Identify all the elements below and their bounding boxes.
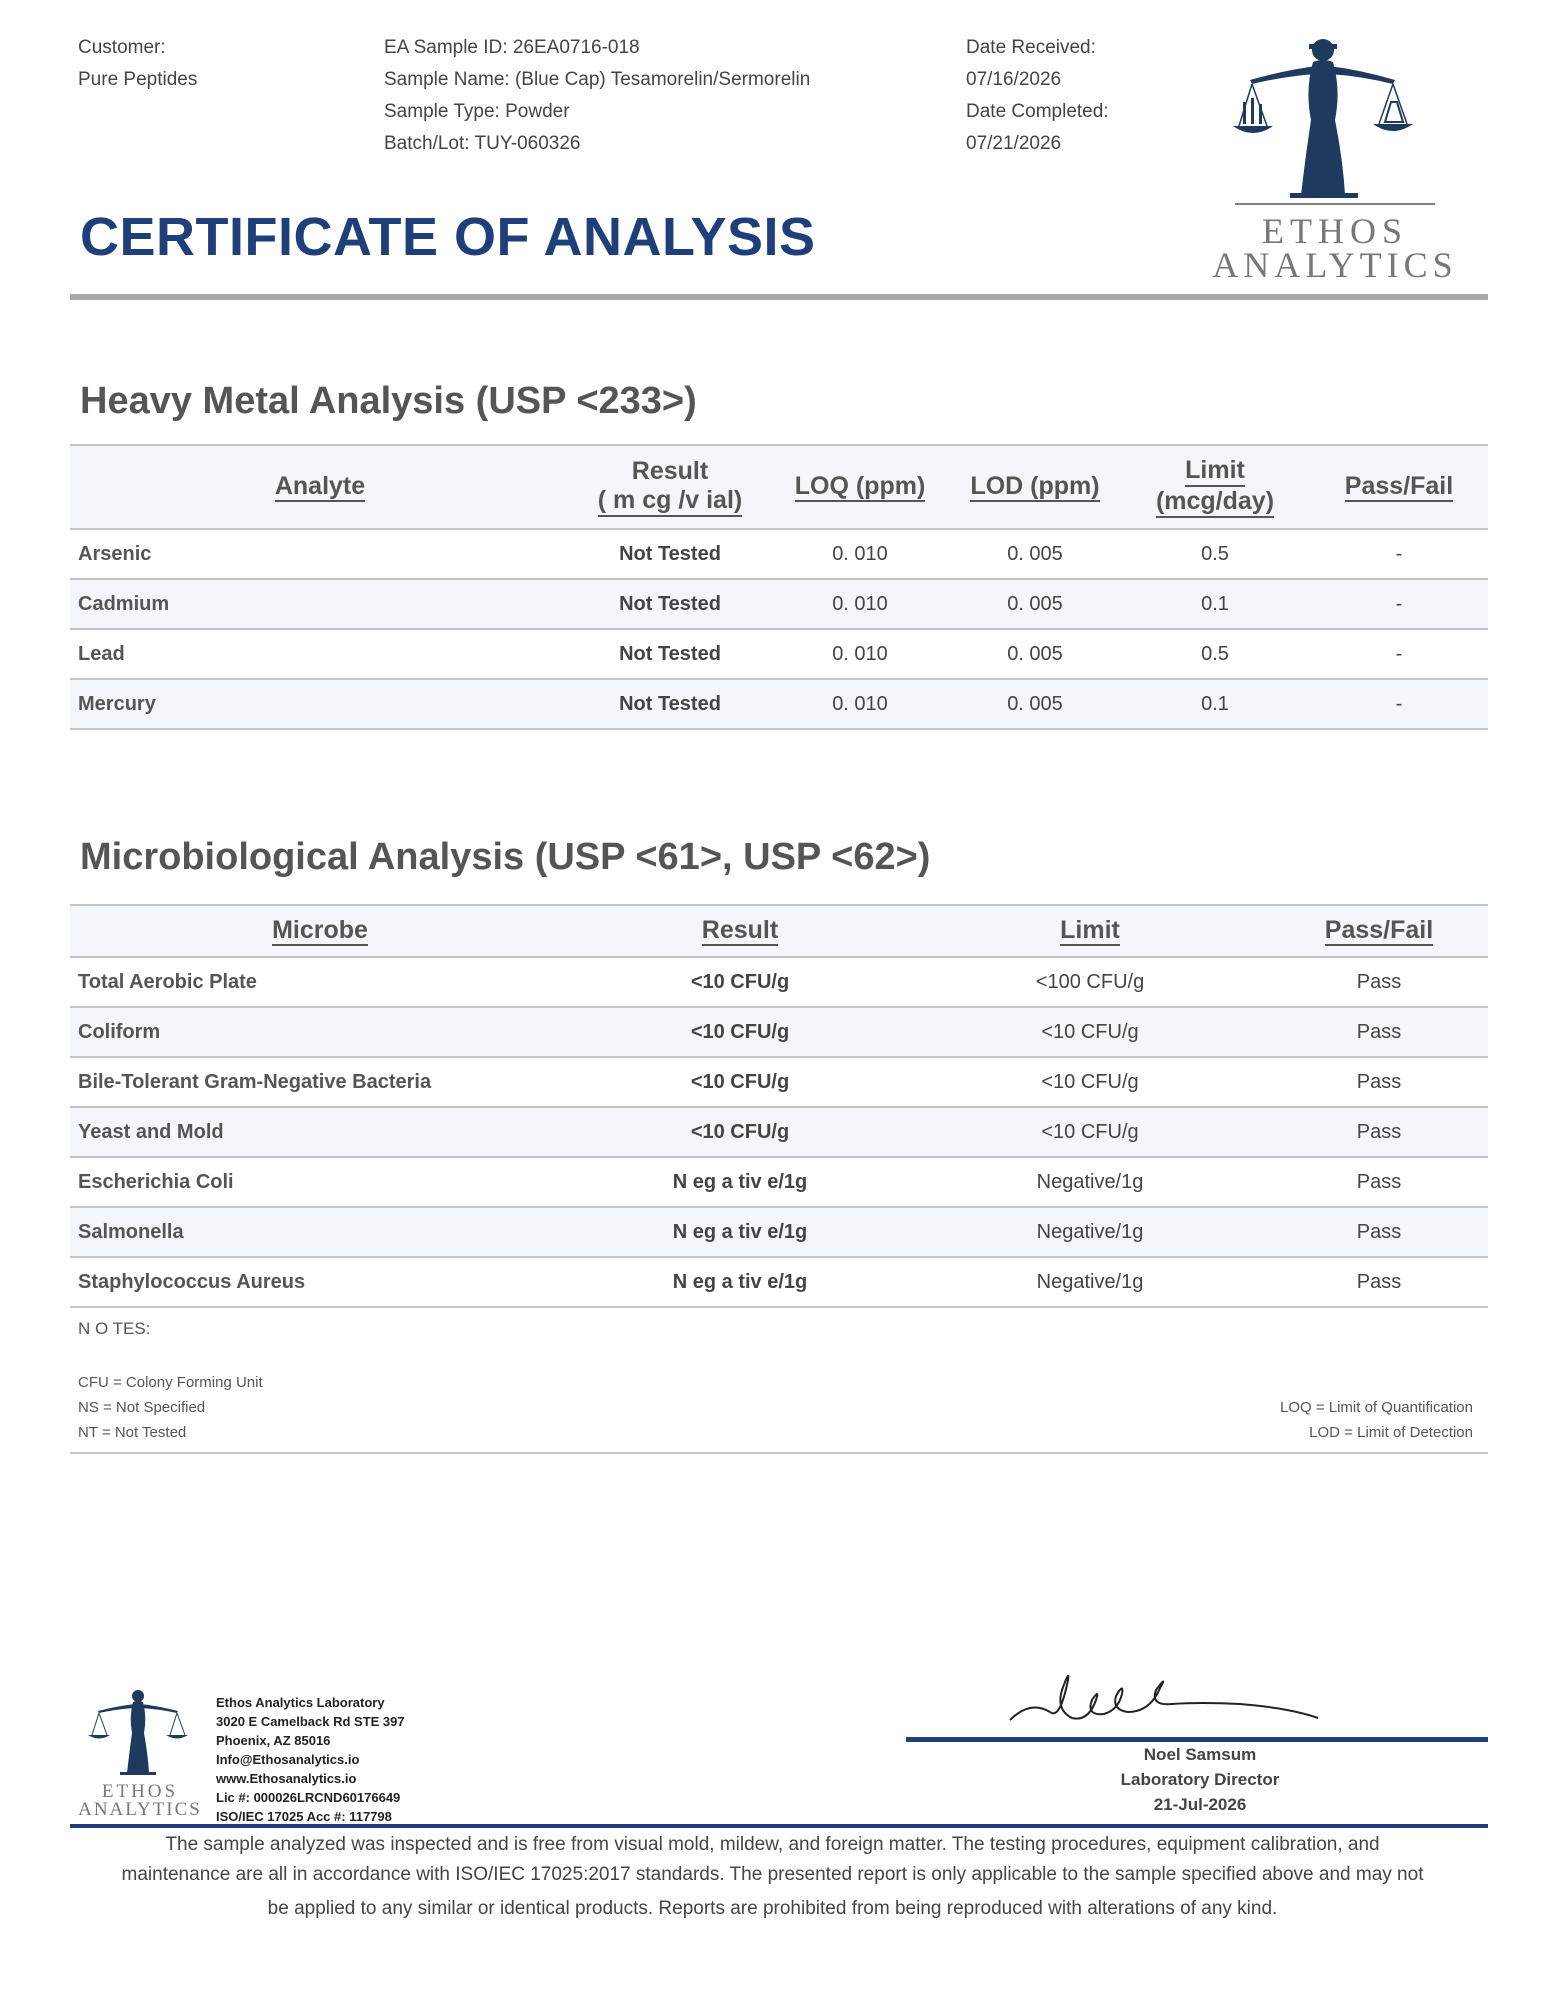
table-row — [70, 1207, 1488, 1257]
result-value: <10 CFU/g — [570, 1057, 910, 1107]
pass-fail-value: Pass — [1270, 1207, 1488, 1257]
date-completed: 07/21/2026 — [966, 133, 1062, 154]
date-received-label: Date Received: — [966, 37, 1096, 58]
lab-info — [216, 1693, 405, 1826]
result-value: Not Tested — [570, 629, 770, 679]
lab-license: Lic #: 000026LRCND60176649 — [216, 1790, 401, 1805]
lod-value: 0. 005 — [950, 629, 1120, 679]
pass-fail-value: Pass — [1270, 1107, 1488, 1157]
pass-fail-value: - — [1310, 629, 1488, 679]
notes-right — [1280, 1395, 1473, 1445]
notes-divider — [70, 1452, 1488, 1454]
table-row — [70, 1057, 1488, 1107]
customer-label: Customer: — [78, 37, 166, 58]
date-completed-label: Date Completed: — [966, 101, 1109, 122]
analyte-name: Cadmium — [70, 579, 570, 629]
table-row — [70, 579, 1488, 629]
heavy-metal-table — [70, 444, 1488, 730]
analyte-name: Lead — [70, 629, 570, 679]
loq-value: 0. 010 — [770, 679, 950, 729]
footer-line-3: be applied to any similar or identical products. Reports are prohibited from being reproduced with alterations of any kind. — [267, 1898, 1278, 1919]
col-loq: LOQ (ppm) — [770, 445, 950, 529]
limit-value: <10 CFU/g — [910, 1057, 1270, 1107]
limit-value: Negative/1g — [910, 1207, 1270, 1257]
microbiology-title: Microbiological Analysis (USP <61>, USP <62>) — [80, 836, 931, 878]
col-result: Result ( m cg /v ial) — [570, 445, 770, 529]
signatory-name: Noel Samsum — [1143, 1745, 1257, 1764]
pass-fail-value: Pass — [1270, 1157, 1488, 1207]
ethos-logo — [1195, 30, 1475, 285]
sample-info-block — [384, 32, 810, 160]
limit-value: 0.1 — [1120, 679, 1310, 729]
microbiology-table — [70, 904, 1488, 1308]
table-row — [70, 1107, 1488, 1157]
result-value: Not Tested — [570, 679, 770, 729]
lod-value: 0. 005 — [950, 579, 1120, 629]
microbe-name: Total Aerobic Plate — [70, 957, 570, 1007]
footer-line-2: maintenance are all in accordance with ISO/IEC 17025:2017 standards. The presented report is only applicable to the sample specified above and may not — [121, 1864, 1424, 1885]
col-limit: Limit (mcg/day) — [1120, 445, 1310, 529]
limit-value: <10 CFU/g — [910, 1007, 1270, 1057]
sample-id: EA Sample ID: 26EA0716-018 — [384, 37, 640, 58]
col-lod: LOD (ppm) — [950, 445, 1120, 529]
result-value: N eg a tiv e/1g — [570, 1157, 910, 1207]
limit-value: Negative/1g — [910, 1157, 1270, 1207]
result-value: Not Tested — [570, 579, 770, 629]
lab-iso: ISO/IEC 17025 Acc #: 117798 — [216, 1809, 392, 1824]
logo-text-ethos: ETHOS — [1262, 211, 1408, 251]
limit-value: Negative/1g — [910, 1257, 1270, 1307]
col-result: Result — [570, 905, 910, 957]
result-value: <10 CFU/g — [570, 1007, 910, 1057]
note-cfu: CFU = Colony Forming Unit — [78, 1374, 263, 1391]
analyte-name: Arsenic — [70, 529, 570, 579]
logo-text-analytics: ANALYTICS — [1212, 245, 1458, 285]
pass-fail-value: - — [1310, 679, 1488, 729]
table-row — [70, 679, 1488, 729]
footer-disclaimer — [40, 1830, 1505, 1924]
result-value: Not Tested — [570, 529, 770, 579]
col-analyte: Analyte — [70, 445, 570, 529]
sample-type: Sample Type: Powder — [384, 101, 570, 122]
table-row — [70, 1257, 1488, 1307]
batch-lot: Batch/Lot: TUY-060326 — [384, 133, 581, 154]
director-signature — [1000, 1660, 1330, 1740]
result-value: <10 CFU/g — [570, 1107, 910, 1157]
footer-divider — [70, 1824, 1488, 1828]
lab-address-2: Phoenix, AZ 85016 — [216, 1733, 331, 1748]
pass-fail-value: - — [1310, 529, 1488, 579]
result-value: N eg a tiv e/1g — [570, 1207, 910, 1257]
col-microbe: Microbe — [70, 905, 570, 957]
col-limit: Limit — [910, 905, 1270, 957]
notes-label: N O TES: — [78, 1319, 151, 1338]
lod-value: 0. 005 — [950, 529, 1120, 579]
col-pass-fail: Pass/Fail — [1270, 905, 1488, 957]
footer-line-1: The sample analyzed was inspected and is free from visual mold, mildew, and foreign matter. The testing procedures, equipment calibration, and — [165, 1834, 1380, 1855]
notes-left — [78, 1370, 263, 1445]
loq-value: 0. 010 — [770, 629, 950, 679]
table-row — [70, 529, 1488, 579]
col-pass-fail: Pass/Fail — [1310, 445, 1488, 529]
scales-of-justice-icon — [1195, 30, 1475, 210]
note-loq: LOQ = Limit of Quantification — [1279, 1399, 1473, 1416]
limit-value: 0.1 — [1120, 579, 1310, 629]
signatory-title: Laboratory Director — [1120, 1770, 1280, 1789]
table-row — [70, 1007, 1488, 1057]
note-nt: NT = Not Tested — [78, 1424, 187, 1441]
lab-website: www.Ethosanalytics.io — [216, 1771, 357, 1786]
loq-value: 0. 010 — [770, 579, 950, 629]
lab-email: Info@Ethosanalytics.io — [216, 1752, 360, 1767]
microbe-name: Coliform — [70, 1007, 570, 1057]
microbe-name: Staphylococcus Aureus — [70, 1257, 570, 1307]
scales-of-justice-icon — [70, 1685, 210, 1780]
date-received: 07/16/2026 — [966, 69, 1062, 90]
page-title: CERTIFICATE OF ANALYSIS — [80, 207, 816, 267]
note-lod: LOD = Limit of Detection — [1309, 1424, 1473, 1441]
pass-fail-value: Pass — [1270, 1007, 1488, 1057]
result-value: <10 CFU/g — [570, 957, 910, 1007]
pass-fail-value: Pass — [1270, 1057, 1488, 1107]
limit-value: 0.5 — [1120, 529, 1310, 579]
result-value: N eg a tiv e/1g — [570, 1257, 910, 1307]
footer-logo-analytics: ANALYTICS — [78, 1799, 202, 1820]
limit-value: <10 CFU/g — [910, 1107, 1270, 1157]
lab-address-1: 3020 E Camelback Rd STE 397 — [216, 1714, 405, 1729]
microbe-name: Bile-Tolerant Gram-Negative Bacteria — [70, 1057, 570, 1107]
pass-fail-value: Pass — [1270, 1257, 1488, 1307]
limit-value: <100 CFU/g — [910, 957, 1270, 1007]
table-row — [70, 957, 1488, 1007]
lod-value: 0. 005 — [950, 679, 1120, 729]
microbe-name: Salmonella — [70, 1207, 570, 1257]
sample-name: Sample Name: (Blue Cap) Tesamorelin/Sermorelin — [384, 69, 811, 90]
customer-block — [78, 32, 197, 96]
footer-logo-ethos: ETHOS — [101, 1781, 179, 1802]
loq-value: 0. 010 — [770, 529, 950, 579]
heavy-metal-title: Heavy Metal Analysis (USP <233>) — [80, 380, 697, 422]
signatory — [1040, 1742, 1360, 1817]
table-row — [70, 629, 1488, 679]
limit-value: 0.5 — [1120, 629, 1310, 679]
microbe-name: Escherichia Coli — [70, 1157, 570, 1207]
customer-name: Pure Peptides — [78, 69, 198, 90]
note-ns: NS = Not Specified — [78, 1399, 206, 1416]
signatory-date: 21-Jul-2026 — [1153, 1795, 1247, 1814]
lab-name: Ethos Analytics Laboratory — [216, 1695, 385, 1710]
footer-logo — [70, 1685, 210, 1820]
pass-fail-value: Pass — [1270, 957, 1488, 1007]
dates-block — [966, 32, 1109, 160]
pass-fail-value: - — [1310, 579, 1488, 629]
analyte-name: Mercury — [70, 679, 570, 729]
header-divider — [70, 294, 1488, 300]
microbe-name: Yeast and Mold — [70, 1107, 570, 1157]
table-row — [70, 1157, 1488, 1207]
